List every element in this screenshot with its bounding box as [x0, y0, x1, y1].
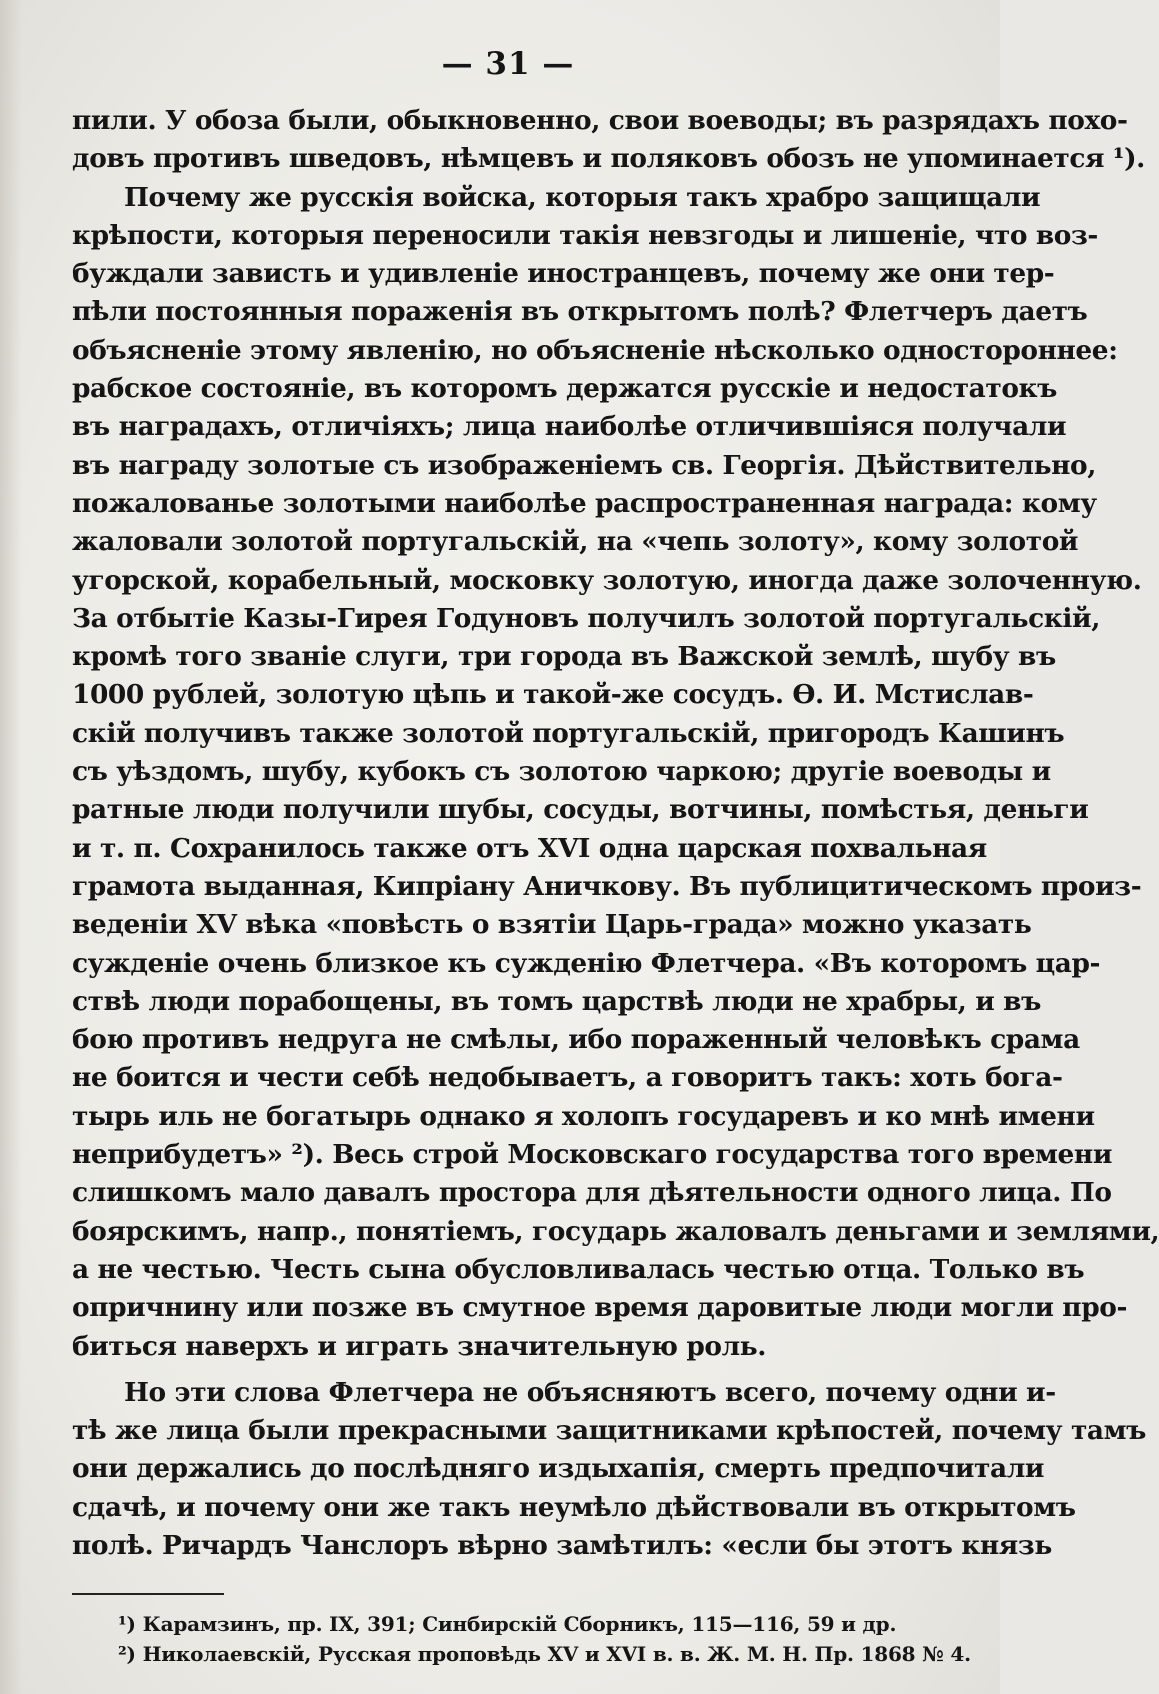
text-line: въ наградахъ, отличіяхъ; лица наиболѣе отличившіяся получали: [72, 411, 1067, 443]
paragraph: [72, 1374, 1146, 1565]
body-text: [72, 102, 1159, 1565]
text-line: а не честью. Честь сына обусловливалась честью отца. Только въ: [72, 1253, 1085, 1285]
text-line: 1000 рублей, золотую цѣпь и такой-же сосудъ. Ѳ. И. Мстислав-: [72, 679, 1034, 711]
text-line: довъ противъ шведовъ, нѣмцевъ и поляковъ обозъ не упоминается ¹).: [72, 143, 1145, 175]
text-line: пожалованье золотыми наиболѣе распространенная награда: кому: [72, 487, 1097, 519]
footnotes: [72, 1609, 971, 1669]
text-line: бою противъ недруга не смѣлы, ибо пораженный человѣкъ срама: [72, 1024, 1080, 1056]
paragraph: [72, 179, 1159, 1366]
text-line: скій получивъ также золотой португальскій, пригородъ Кашинъ: [72, 717, 1065, 749]
paragraph-gap: [72, 1366, 938, 1374]
text-line: Но эти слова Флетчера не объясняютъ всего, почему одни и-: [124, 1376, 1056, 1408]
text-line: и т. п. Сохранилось также отъ XVI одна царская похвальная: [72, 832, 987, 864]
footnote: ¹) Карамзинъ, пр. IX, 391; Синбирскій Сборникъ, 115—116, 59 и др.: [118, 1612, 897, 1637]
text-line: они держались до послѣдняго издыхапія, смерть предпочитали: [72, 1453, 1045, 1485]
text-line: веденіи XV вѣка «повѣсть о взятіи Царь-града» можно указать: [72, 909, 1032, 941]
text-line: неприбудетъ» ²). Весь строй Московскаго государства того времени: [72, 1139, 1113, 1171]
text-line: пили. У обоза были, обыкновенно, свои воеводы; въ разрядахъ похо-: [72, 105, 1128, 136]
text-line: сдачѣ, и почему они же такъ неумѣло дѣйствовали въ открытомъ: [72, 1491, 1076, 1523]
paragraph: [72, 102, 1145, 179]
text-line: боярскимъ, напр., понятіемъ, государь жаловалъ деньгами и землями,: [72, 1215, 1159, 1247]
text-line: За отбытіе Казы-Гирея Годуновъ получилъ золотой португальскій,: [72, 602, 1101, 634]
page-text: [72, 42, 1159, 1669]
text-line: тырь иль не богатырь однако я холопъ государевъ и ко мнѣ имени: [72, 1100, 1095, 1132]
text-line: сужденіе очень близкое къ сужденію Флетчера. «Въ которомъ цар-: [72, 947, 1101, 979]
text-line: слишкомъ мало давалъ простора для дѣятельности одного лица. По: [72, 1177, 1112, 1209]
text-line: полѣ. Ричардъ Чанслоръ вѣрно замѣтилъ: «если бы этотъ князь: [72, 1529, 1052, 1561]
text-line: въ награду золотые съ изображеніемъ св. Георгія. Дѣйствительно,: [72, 449, 1097, 481]
footnote: ²) Николаевскій, Русская проповѣдь XV и XVI в. в. Ж. М. Н. Пр. 1868 № 4.: [118, 1642, 971, 1667]
text-line: не боится и чести себѣ недобываетъ, а говоритъ такъ: хоть бога-: [72, 1062, 1063, 1094]
binding-shadow: [0, 0, 22, 1694]
text-line: ствѣ люди порабощены, въ томъ царствѣ люди не храбры, и въ: [72, 985, 1041, 1017]
text-line: рабское состояніе, въ которомъ держатся русскіе и недостатокъ: [72, 373, 1058, 405]
text-line: грамота выданная, Кипріану Аничкову. Въ публицитическомъ произ-: [72, 870, 1142, 902]
text-line: съ уѣздомъ, шубу, кубокъ съ золотою чаркою; другіе воеводы и: [72, 756, 1051, 788]
text-line: ратные люди получили шубы, сосуды, вотчины, помѣстья, деньги: [72, 794, 1089, 826]
text-line: кромѣ того званіе слуги, три города въ Важской землѣ, шубу въ: [72, 641, 1056, 673]
text-line: Почему же русскія войска, которыя такъ храбро защищали: [124, 181, 1041, 213]
text-line: жаловали золотой португальскій, на «чепь золоту», кому золотой: [72, 526, 1079, 558]
text-line: пѣли постоянныя пораженія въ открытомъ полѣ? Флетчеръ даетъ: [72, 296, 1088, 328]
text-line: тѣ же лица были прекрасными защитниками крѣпостей, почему тамъ: [72, 1415, 1146, 1447]
text-line: угорской, корабельный, московку золотую, иногда даже золоченную.: [72, 564, 1142, 596]
footnote-rule: [72, 1593, 224, 1595]
text-line: опричнину или позже въ смутное время даровитые люди могли про-: [72, 1292, 1128, 1324]
text-line: буждали зависть и удивленіе иностранцевъ, почему же они тер-: [72, 258, 1055, 290]
page-number: — 31 —: [441, 46, 575, 82]
text-line: крѣпости, которыя переносили такія невзгоды и лишеніе, что воз-: [72, 219, 1098, 251]
text-line: биться наверхъ и играть значительную роль.: [72, 1330, 767, 1362]
text-line: объясненіе этому явленію, но объясненіе нѣсколько одностороннее:: [72, 334, 1118, 366]
